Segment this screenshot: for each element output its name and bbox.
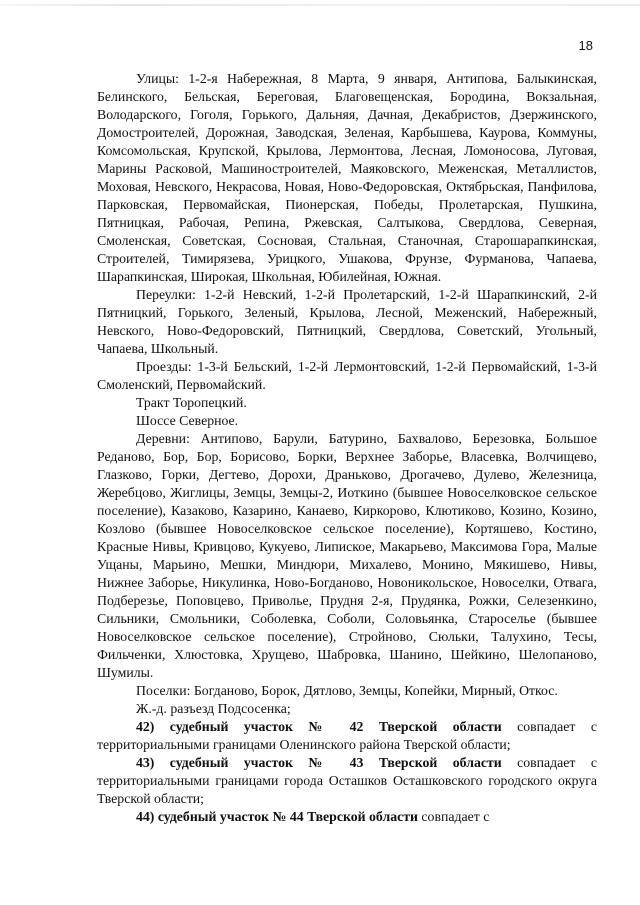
court-district-42-text: совпадает с территориальными границами Оленинского района Тверской области; — [97, 719, 597, 752]
court-district-44 — [97, 808, 597, 826]
settlements-paragraph: Поселки: Богданово, Борок, Дятлово, Земцы, Копейки, Мирный, Откос. — [136, 683, 558, 698]
court-district-42 — [97, 718, 597, 754]
court-district-43-title: 43) судебный участок № 43 Тверской области — [136, 755, 502, 770]
court-district-42-title: 42) судебный участок № 42 Тверской области — [136, 719, 502, 734]
court-district-44-title: 44) судебный участок № 44 Тверской области — [136, 809, 418, 824]
scan-edge-line — [0, 4, 640, 6]
lanes-paragraph: Переулки: 1-2-й Невский, 1-2-й Пролетарский, 1-2-й Шарапкинский, 2-й Пятницкий, Горького, Зеленый, Крылова, Лесной, Меженский, Набережный, Невского, Ново-Федоровский, Пятницкий, Свердлова, Советский, Угольный, Чапаева, Школьный. — [97, 287, 597, 356]
junction-paragraph: Ж.-д. разъезд Подсосенка; — [136, 701, 291, 716]
tract-paragraph: Тракт Торопецкий. — [136, 395, 247, 410]
court-district-43 — [97, 754, 597, 808]
page-number: 18 — [578, 38, 593, 53]
villages-paragraph: Деревни: Антипово, Барули, Батурино, Бахвалово, Березовка, Большое Реданово, Бор, Бор, Борисово, Борки, Верхнее Заборье, Власевка, Волчищево, Глазково, Горки, Дегтево, Дорохи, Драньково, Дрогачево, Дулево, Железница, Жеребцово, Жиглицы, Земцы, Земцы-2, Иоткино (бывшее Новоселковское сельское поселение), Казаково, Казарино, Канаево, Киркорово, Клютиково, Козино, Козино, Козлово (бывшее Новоселковское сельское поселение), Кортяшево, Костино, Красные Нивы, Кривцово, Кукуево, Липиское, Макарьево, Максимова Гора, Малые Ущаны, Марьино, Мешки, Миндюри, Михалево, Монино, Мякишево, Нивы, Нижнее Заборье, Никулинка, Ново-Богданово, Новоникольское, Новоселки, Отвага, Подберезье, Поповцево, Приволье, Прудня 2-я, Прудянка, Рожки, Селезенкино, Сильники, Смольники, Соболевка, Соболи, Соловьянка, Староселье (бывшее Новоселковское сельское поселение), Стройново, Сюльки, Талухино, Тесы, Фильченки, Хлюстовка, Хрущево, Шабровка, Шанино, Шейкино, Шелопаново, Шумилы. — [97, 431, 597, 680]
streets-paragraph: Улицы: 1-2-я Набережная, 8 Марта, 9 января, Антипова, Балыкинская, Белинского, Бельская, Береговая, Благовещенская, Бородина, Вокзальная, Володарского, Гоголя, Горького, Дальняя, Дачная, Декабристов, Дзержинского, Домостроителей, Дорожная, Заводская, Зеленая, Карбышева, Каурова, Коммуны, Комсомольская, Крупской, Крылова, Лермонтова, Лесная, Ломоносова, Луговая, Марины Расковой, Машиностроителей, Маяковского, Меженская, Металлистов, Моховая, Невского, Некрасова, Новая, Ново-Федоровская, Октябрьская, Панфилова, Парковская, Первомайская, Пионерская, Победы, Пролетарская, Пушкина, Пятницкая, Рабочая, Репина, Ржевская, Салтыкова, Свердлова, Северная, Смоленская, Советская, Сосновая, Стальная, Станочная, Старошарапкинская, Строителей, Тимирязева, Урицкого, Ушакова, Фрунзе, Фурманова, Чапаева, Шарапкинская, Широкая, Школьная, Юбилейная, Южная. — [97, 71, 597, 284]
passages-paragraph: Проезды: 1-3-й Бельский, 1-2-й Лермонтовский, 1-2-й Первомайский, 1-3-й Смоленский, Первомайский. — [97, 359, 597, 392]
court-district-43-text: совпадает с территориальными границами города Осташков Осташковского городского округа Тверской области; — [97, 755, 597, 806]
highway-paragraph: Шоссе Северное. — [136, 413, 239, 428]
court-district-44-text: совпадает с — [417, 809, 490, 824]
document-body — [97, 70, 597, 826]
